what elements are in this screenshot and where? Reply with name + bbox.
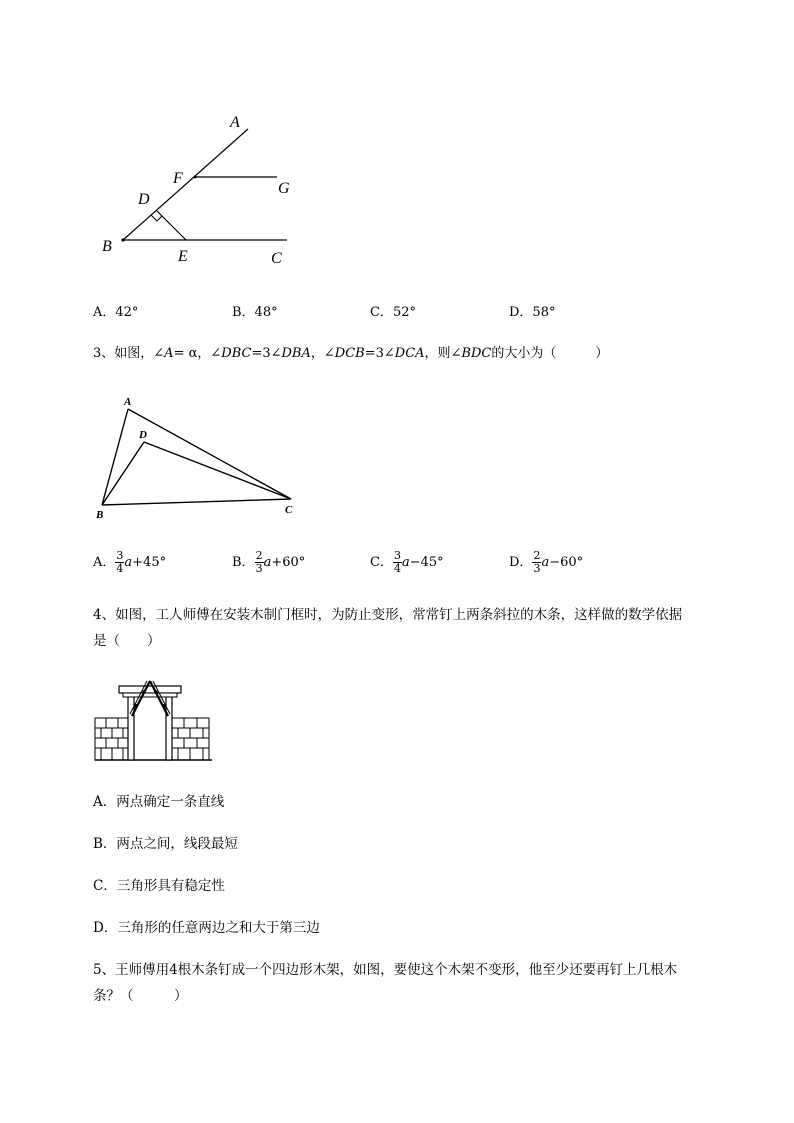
line-AB <box>102 409 128 505</box>
q3-stem: 3、如图，∠A= α，∠DBC=3∠DBA，∠DCB=3∠DCA，则∠BDC的大小为（ ） <box>93 346 609 361</box>
q5-stem-line1: 5、王师傅用4根木条钉成一个四边形木架，如图，要使这个木架不变形，他至少还要再钉上几根木 <box>93 962 678 978</box>
line-AC <box>128 409 291 499</box>
q4-option-d: D．三角形的任意两边之和大于第三边 <box>93 920 320 936</box>
line-BC <box>102 499 291 505</box>
right-angle-mark <box>151 215 162 221</box>
label-G: G <box>278 180 290 197</box>
fraction: $\frac{3}{4}$ <box>393 549 401 575</box>
label-A: A <box>124 396 132 408</box>
label-F: F <box>173 170 183 187</box>
q2-option-d: D．58° <box>509 305 556 320</box>
label-A: A <box>230 114 240 131</box>
q2-option-a: A．42° <box>93 305 139 320</box>
label-B: B <box>96 509 104 521</box>
label-C: C <box>271 250 282 267</box>
geometry-figure-2 <box>90 390 305 525</box>
label-D: D <box>138 191 150 208</box>
label-E: E <box>178 248 188 265</box>
q2-option-b: B．48° <box>232 305 278 320</box>
q3-option-a: A． $\frac{3}{4}$ a+45° <box>93 549 167 575</box>
q4-stem-line2: 是（ ） <box>93 633 161 649</box>
fraction: $\frac{2}{3}$ <box>533 549 541 575</box>
label-B: B <box>102 238 112 255</box>
fraction: $\frac{3}{4}$ <box>116 549 124 575</box>
line-DC <box>144 442 291 499</box>
line-DB <box>102 442 144 505</box>
q3-option-c: C． $\frac{3}{4}$ a−45° <box>370 549 444 575</box>
q4-stem-line1: 4、如图，工人师傅在安装木制门框时，为防止变形，常常钉上两条斜拉的木条，这样做的数学依据 <box>93 607 683 623</box>
q4-option-a: A．两点确定一条直线 <box>93 794 225 810</box>
door-frame-figure <box>92 676 217 766</box>
line-BA <box>123 129 248 240</box>
label-D: D <box>139 429 147 441</box>
q4-option-b: B．两点之间，线段最短 <box>93 836 238 852</box>
q3-option-d: D． $\frac{2}{3}$ a−60° <box>509 549 584 575</box>
q3-option-b: B． $\frac{2}{3}$ a+60° <box>232 549 306 575</box>
point-F <box>194 176 197 179</box>
q5-stem-line2: 条？（ ） <box>93 988 188 1004</box>
geometry-figure-1 <box>90 105 310 275</box>
label-C: C <box>285 504 293 516</box>
door-posts <box>128 694 172 760</box>
line-DE <box>156 210 186 240</box>
q2-option-c: C．52° <box>370 305 416 320</box>
q4-option-c: C．三角形具有稳定性 <box>93 878 225 894</box>
right-brick-wall <box>172 718 209 760</box>
top-beam <box>119 686 181 693</box>
left-brick-wall <box>95 718 128 760</box>
fraction: $\frac{2}{3}$ <box>255 549 263 575</box>
point-B <box>121 238 124 241</box>
